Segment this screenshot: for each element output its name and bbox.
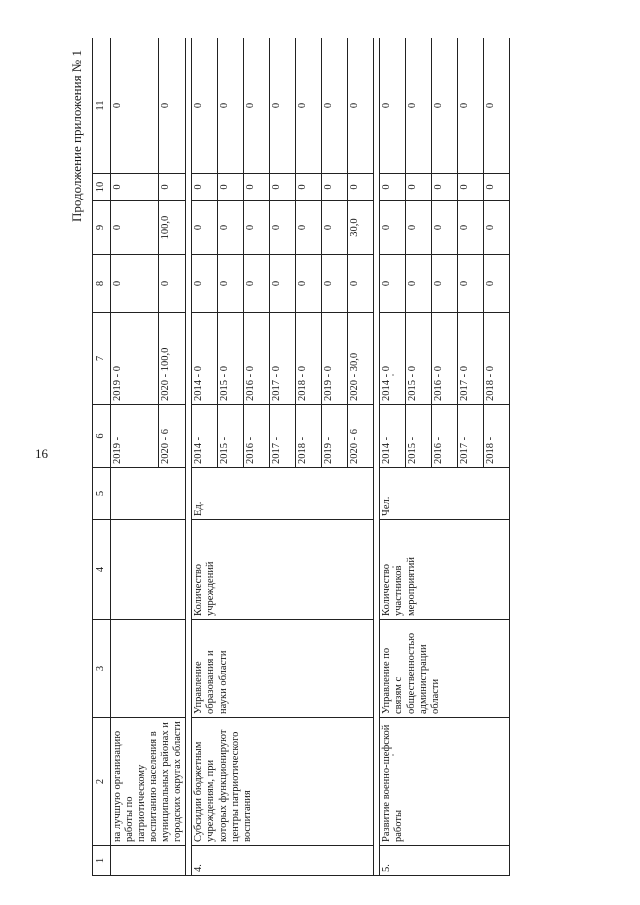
responsible-executor: Управление образования и науки области [192, 620, 374, 718]
appendix-title-box [62, 6, 92, 266]
unit-of-measure [111, 468, 186, 520]
value-cell: 0 [380, 38, 406, 174]
value-cell: 0 [218, 255, 244, 313]
value-cell: 0 [484, 38, 510, 174]
value-cell: 0 [432, 201, 458, 255]
table-body [111, 38, 510, 876]
value-cell: 0 [158, 38, 185, 174]
value-cell: 0 [484, 201, 510, 255]
column-number: 6 [93, 405, 111, 468]
value-cell: 0 [192, 255, 218, 313]
value-cell: 0 [458, 201, 484, 255]
value-cell: 30,0 [348, 201, 374, 255]
value-cell: 0 [270, 38, 296, 174]
year-plan-cell: 2020 - 6 [158, 405, 185, 468]
column-number: 5 [93, 468, 111, 520]
column-number: 2 [93, 718, 111, 846]
value-cell: 0 [296, 255, 322, 313]
column-number: 1 [93, 846, 111, 876]
value-cell: 0 [348, 38, 374, 174]
year-finance-cell: 2017 - 0 [458, 313, 484, 405]
year-finance-cell: 2015 - 0 [406, 313, 432, 405]
indicator-name: Количество участников мероприятий [380, 520, 510, 620]
item-number: 4. [192, 846, 374, 876]
value-cell: 0 [380, 255, 406, 313]
year-finance-cell: 2020 - 30,0 [348, 313, 374, 405]
value-cell: 0 [244, 38, 270, 174]
responsible-executor: Управление по связям с общественностью администрации области [380, 620, 510, 718]
year-plan-cell: 2020 - 6 [348, 405, 374, 468]
year-plan-cell: 2014 - [380, 405, 406, 468]
value-cell: 0 [270, 201, 296, 255]
item-number: 5. [380, 846, 510, 876]
value-cell: 0 [270, 255, 296, 313]
responsible-executor [111, 620, 186, 718]
value-cell: 0 [484, 174, 510, 201]
year-finance-cell: 2017 - 0 [270, 313, 296, 405]
value-cell: 0 [406, 201, 432, 255]
year-finance-cell: 2015 - 0 [218, 313, 244, 405]
year-finance-cell: 2020 - 100,0 [158, 313, 185, 405]
value-cell: 0 [322, 174, 348, 201]
value-cell: 0 [348, 174, 374, 201]
value-cell: 0 [458, 38, 484, 174]
year-plan-cell: 2018 - [296, 405, 322, 468]
table-row [111, 38, 159, 876]
year-plan-cell: 2016 - [244, 405, 270, 468]
year-finance-cell: 2016 - 0 [244, 313, 270, 405]
year-finance-cell: 2018 - 0 [484, 313, 510, 405]
unit-of-measure: Ед. [192, 468, 374, 520]
unit-of-measure: Чел. [380, 468, 510, 520]
value-cell: 0 [380, 174, 406, 201]
page-number: 16 [35, 446, 48, 461]
column-number: 4 [93, 520, 111, 620]
value-cell: 0 [380, 201, 406, 255]
value-cell: 0 [218, 201, 244, 255]
value-cell: 0 [111, 38, 159, 174]
rotated-table-container [92, 38, 582, 876]
value-cell: 0 [322, 201, 348, 255]
year-plan-cell: 2015 - [406, 405, 432, 468]
value-cell: 0 [192, 38, 218, 174]
measure-name: Развитие военно-шефской работы [380, 718, 510, 846]
year-plan-cell: 2019 - [111, 405, 159, 468]
value-cell: 0 [111, 201, 159, 255]
year-finance-cell: 2016 - 0 [432, 313, 458, 405]
value-cell: 0 [218, 174, 244, 201]
indicator-name: Количество учреждений [192, 520, 374, 620]
year-finance-cell: 2014 - 0 [380, 313, 406, 405]
value-cell: 0 [432, 38, 458, 174]
year-finance-cell: 2019 - 0 [111, 313, 159, 405]
value-cell: 0 [296, 201, 322, 255]
value-cell: 0 [244, 201, 270, 255]
value-cell: 0 [458, 255, 484, 313]
value-cell: 0 [192, 201, 218, 255]
table-frame [92, 38, 582, 876]
measure-name: Субсидии бюджетным учреждениям, при которых функционируют центры патриотического воспитания [192, 718, 374, 846]
item-number [111, 846, 186, 876]
table-row [380, 38, 406, 876]
value-cell: 0 [244, 255, 270, 313]
value-cell: 0 [158, 255, 185, 313]
year-plan-cell: 2015 - [218, 405, 244, 468]
measure-name: на лучшую организацию работы по патриотическому воспитанию населения в муниципальных районах и городских округах области [111, 718, 186, 846]
column-number: 11 [93, 38, 111, 174]
value-cell: 0 [484, 255, 510, 313]
year-plan-cell: 2017 - [458, 405, 484, 468]
column-number: 9 [93, 201, 111, 255]
value-cell: 100,0 [158, 201, 185, 255]
column-number: 10 [93, 174, 111, 201]
value-cell: 0 [111, 255, 159, 313]
year-plan-cell: 2016 - [432, 405, 458, 468]
column-number: 7 [93, 313, 111, 405]
year-plan-cell: 2014 - [192, 405, 218, 468]
appendix-table [92, 38, 510, 876]
column-number: 8 [93, 255, 111, 313]
indicator-name [111, 520, 186, 620]
value-cell: 0 [296, 38, 322, 174]
column-number-row [93, 38, 111, 876]
year-plan-cell: 2019 - [322, 405, 348, 468]
value-cell: 0 [348, 255, 374, 313]
value-cell: 0 [322, 38, 348, 174]
value-cell: 0 [432, 174, 458, 201]
column-number: 3 [93, 620, 111, 718]
value-cell: 0 [158, 174, 185, 201]
year-finance-cell: 2019 - 0 [322, 313, 348, 405]
value-cell: 0 [296, 174, 322, 201]
value-cell: 0 [218, 38, 244, 174]
year-plan-cell: 2018 - [484, 405, 510, 468]
value-cell: 0 [111, 174, 159, 201]
value-cell: 0 [432, 255, 458, 313]
appendix-title: Продолжение приложения № 1 [69, 50, 85, 222]
value-cell: 0 [192, 174, 218, 201]
table-row [192, 38, 218, 876]
value-cell: 0 [270, 174, 296, 201]
year-plan-cell: 2017 - [270, 405, 296, 468]
value-cell: 0 [406, 38, 432, 174]
value-cell: 0 [322, 255, 348, 313]
value-cell: 0 [406, 255, 432, 313]
value-cell: 0 [244, 174, 270, 201]
year-finance-cell: 2014 - 0 [192, 313, 218, 405]
value-cell: 0 [406, 174, 432, 201]
value-cell: 0 [458, 174, 484, 201]
year-finance-cell: 2018 - 0 [296, 313, 322, 405]
